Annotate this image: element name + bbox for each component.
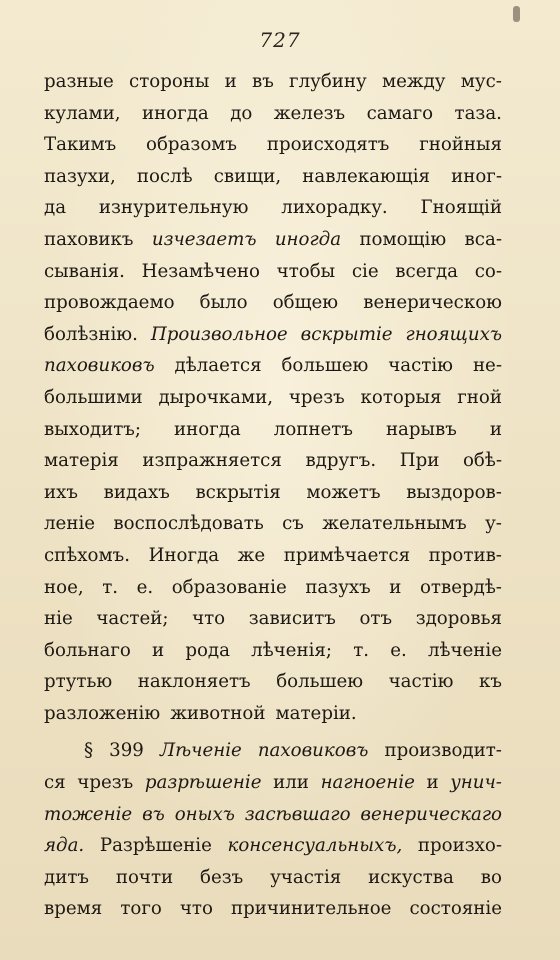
italic-word: паховиковъ [257, 740, 369, 762]
word: и [489, 418, 502, 440]
word: гнойныя [419, 134, 502, 156]
word: дитъ [44, 866, 89, 888]
word: не- [472, 355, 502, 377]
word: выздоров- [406, 481, 502, 503]
word: видахъ [103, 481, 170, 503]
word: ихъ [44, 481, 78, 503]
word: навлекающія [302, 165, 430, 187]
word: паховикъ [44, 228, 134, 250]
word: было [199, 292, 248, 314]
text-line [44, 161, 502, 193]
word: и [224, 71, 237, 92]
word: леніе [44, 513, 96, 535]
word: которыя [360, 386, 442, 408]
word: чрезъ [288, 386, 345, 408]
word: самаго [366, 102, 434, 124]
italic-word: венерическаго [360, 803, 502, 825]
word: т. [102, 576, 119, 598]
word: частію [388, 671, 454, 693]
word: Гноящій [420, 197, 502, 219]
word: помощію [359, 228, 447, 250]
word: Такимъ [44, 134, 117, 156]
text-line [44, 572, 502, 604]
word: против- [428, 544, 502, 566]
word: железъ [273, 102, 346, 124]
word: ное, [44, 576, 84, 598]
word: Незамѣчено [141, 260, 260, 282]
word: лѣченіе [427, 639, 502, 661]
italic-word: гноящихъ [405, 323, 502, 345]
word: отъ [359, 608, 393, 630]
word: чрезъ [77, 772, 134, 794]
italic-word: тоженіе [44, 803, 133, 825]
word: что [192, 608, 226, 630]
text-line [44, 224, 502, 256]
word: лихорадку. [281, 197, 388, 219]
word: образованіе [171, 576, 287, 598]
word: провождаемо [44, 292, 175, 314]
word: рода [185, 639, 230, 661]
word: примѣчается [283, 544, 411, 566]
word: образомъ [146, 134, 237, 156]
italic-word: паховиковъ [44, 355, 155, 377]
word: же [237, 544, 266, 566]
word: сіе [351, 260, 379, 282]
word: большими [44, 386, 143, 408]
text-line [44, 98, 502, 130]
word: гной [457, 386, 502, 408]
word: между [381, 71, 446, 92]
italic-word: вскрытіе [300, 323, 393, 345]
word: и [426, 772, 439, 794]
page-edge-mark [513, 6, 520, 22]
word: разные [44, 71, 114, 92]
page-number: 727 [259, 28, 301, 52]
word: выходитъ; [44, 418, 142, 440]
word: происходятъ [266, 134, 390, 156]
word: у- [485, 513, 502, 535]
text-line [44, 540, 502, 572]
word: венерическою [363, 292, 502, 314]
word: Иногда [148, 544, 220, 566]
word: послѣ [136, 165, 193, 187]
text-line [44, 287, 502, 319]
text-line [44, 698, 502, 730]
italic-word: изчезаетъ [151, 228, 257, 250]
word: иногда [174, 418, 241, 440]
word: иног- [451, 165, 502, 187]
italic-word: яда. [44, 835, 85, 857]
word: вдругъ. [305, 450, 377, 472]
word: животной [170, 702, 266, 724]
text-line [44, 256, 502, 288]
word: иногда [141, 102, 209, 124]
word: большею [276, 671, 364, 693]
italic-word: засѣвшаго [244, 803, 351, 825]
word: почти [115, 866, 174, 888]
word: воспослѣдовать [113, 513, 264, 535]
word: матеріи. [275, 702, 357, 724]
word: до [230, 102, 253, 124]
word: 399 [109, 740, 144, 762]
text-body [44, 66, 502, 925]
word: или [273, 772, 309, 794]
word: большею [281, 355, 369, 377]
word: желательнымъ [322, 513, 467, 535]
word: вса- [464, 228, 502, 250]
word: ніе [44, 608, 73, 630]
word: участія [270, 866, 342, 888]
word: общею [272, 292, 339, 314]
text-line [44, 635, 502, 667]
word: произхо- [417, 835, 502, 857]
word: обѣ- [462, 450, 502, 472]
italic-word: иногда [274, 228, 342, 250]
word: е. [136, 576, 154, 598]
word: къ [479, 671, 502, 693]
word: глубину [289, 71, 367, 92]
word: свищи, [213, 165, 282, 187]
text-line [44, 603, 502, 635]
word: лѣченія; [251, 639, 332, 661]
word: что [179, 898, 213, 920]
word: дѣлается [174, 355, 262, 377]
word: съ [282, 513, 304, 535]
word: да [44, 197, 67, 219]
word: спѣхомъ. [44, 544, 130, 566]
word: болѣзнію. [44, 323, 138, 345]
word: ся [44, 772, 66, 794]
word: таза. [454, 102, 502, 124]
italic-word: унич- [450, 772, 502, 794]
word: лопнетъ [273, 418, 353, 440]
word: можетъ [306, 481, 381, 503]
text-line [44, 508, 502, 540]
word: кулами, [44, 102, 121, 124]
word: изнурительную [98, 197, 249, 219]
italic-word: консенсуальныхъ, [227, 835, 403, 857]
text-line [44, 830, 502, 862]
word: частей; [96, 608, 169, 630]
italic-word: оныхъ [174, 803, 235, 825]
word: въ [252, 71, 274, 92]
word: всегда [395, 260, 459, 282]
word: время [44, 898, 103, 920]
word: того [120, 898, 162, 920]
text-line [44, 350, 502, 382]
text-line [44, 477, 502, 509]
word: пазухъ [305, 576, 371, 598]
word: состояніе [409, 898, 502, 920]
word: причинительное [231, 898, 392, 920]
text-line [44, 767, 502, 799]
word: безъ [200, 866, 244, 888]
word: искуства [368, 866, 454, 888]
text-line [44, 319, 502, 351]
italic-word: Лѣченіе [159, 740, 242, 762]
word: При [399, 450, 440, 472]
word: стороны [129, 71, 210, 92]
word: здоровья [415, 608, 502, 630]
word: нарывъ [385, 418, 457, 440]
word: зависитъ [248, 608, 336, 630]
word: Разрѣшеніе [99, 835, 212, 857]
italic-word: Произвольное [150, 323, 288, 345]
word: и [152, 639, 165, 661]
text-line [44, 893, 502, 925]
word: матерія [44, 450, 119, 472]
word: разложенію [44, 702, 161, 724]
text-line [44, 66, 502, 98]
italic-word: разрѣшеніе [144, 772, 262, 794]
word: во [480, 866, 502, 888]
text-line [44, 414, 502, 446]
word: § [84, 740, 94, 762]
word: и [389, 576, 402, 598]
text-line [44, 735, 502, 767]
word: больнаго [44, 639, 131, 661]
text-line [44, 445, 502, 477]
word: частію [388, 355, 454, 377]
word: ртутью [44, 671, 113, 693]
word: изпражняется [142, 450, 282, 472]
word: мус- [460, 71, 502, 92]
text-line [44, 666, 502, 698]
italic-word: въ [142, 803, 165, 825]
word: чтобы [276, 260, 336, 282]
word: отвердѣ- [419, 576, 502, 598]
word: пазухи, [44, 165, 116, 187]
word: производит- [384, 740, 502, 762]
word: вскрытія [195, 481, 281, 503]
text-line [44, 799, 502, 831]
word: наклоняетъ [137, 671, 251, 693]
word: со- [474, 260, 502, 282]
word: е. [390, 639, 407, 661]
text-line [44, 192, 502, 224]
text-line [44, 382, 502, 414]
italic-word: нагноеніе [320, 772, 415, 794]
word: дырочками, [158, 386, 274, 408]
text-line [44, 862, 502, 894]
word: сыванія. [44, 260, 125, 282]
text-line [44, 129, 502, 161]
word: т. [353, 639, 370, 661]
